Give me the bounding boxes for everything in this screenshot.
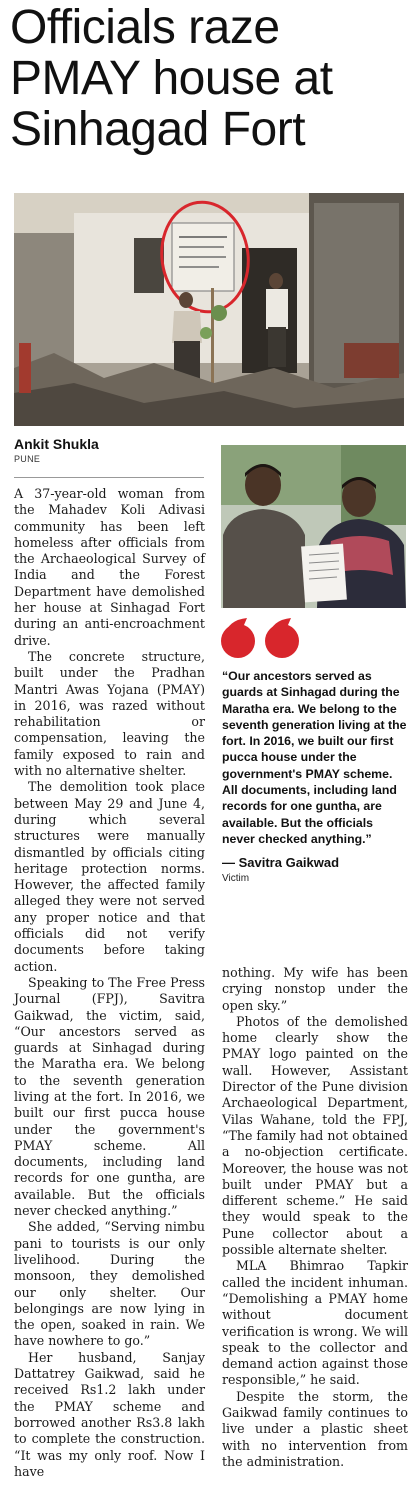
- article-paragraph: She added, “Serving nimbu pani to tourists is our only livelihood. During the monsoon, they demolished our only shelter. Our belongings are now lying in the open, soaked in rain. We have nowhere to go.”: [14, 1219, 205, 1349]
- quote-icon: [219, 616, 309, 660]
- byline: [14, 436, 204, 464]
- byline-divider: [14, 477, 204, 478]
- article-paragraph: Despite the storm, the Gaikwad family continues to live under a plastic sheet with no intervention from the administration.: [222, 1388, 408, 1469]
- article-paragraph: Her husband, Sanjay Dattatrey Gaikwad, said he received Rs1.2 lakh under the PMAY scheme and borrowed another Rs3.8 lakh to complete the construction. “It was my only roof. Now I have: [14, 1349, 205, 1479]
- dateline: PUNE: [14, 454, 41, 464]
- article-column-right: [222, 965, 408, 1470]
- article-paragraph: The demolition took place between May 29 and June 4, during which several structures were manually dismantled by officials citing heritage protection norms. However, the affected family alleged they were not served any proper notice and that officials did not verify documents before taking action.: [14, 779, 205, 974]
- family-photo: [221, 445, 406, 608]
- demolished-house-photo: [14, 193, 404, 426]
- article-paragraph: MLA Bhimrao Tapkir called the incident inhuman. “Demolishing a PMAY home without document verification is wrong. We will speak to the collector and demand action against those responsible,” he said.: [222, 1258, 408, 1388]
- headline: [10, 2, 410, 155]
- pull-quote-attribution: — Savitra Gaikwad: [222, 855, 340, 871]
- article-paragraph: The concrete structure, built under the Pradhan Mantri Awas Yojana (PMAY) in 2016, was razed without rehabilitation or compensation, leaving the family exposed to rain and with no alternative shelter.: [14, 648, 205, 779]
- headline-line: Sinhagad Fort: [10, 103, 306, 156]
- author-name: Ankit Shukla: [14, 436, 99, 452]
- article-paragraph: Speaking to The Free Press Journal (FPJ), Savitra Gaikwad, the victim, said, “Our ancestors served as guards at Sinhagad during the Maratha era. We belong to the seventh generation living at the fort. In 2016, we built our first pucca house under the government's PMAY scheme. All documents, including land records for one guntha, are available. But the officials never checked anything.”: [14, 974, 205, 1219]
- headline-line: PMAY house at: [10, 52, 333, 105]
- pull-quote-role: Victim: [222, 873, 250, 885]
- pull-quote: [222, 668, 408, 884]
- pull-quote-text: “Our ancestors served as guards at Sinhagad during the Maratha era. We belong to the seventh generation living at the fort. In 2016, we built our first pucca house under the government's PMAY scheme. All documents, including land records for one guntha, are available. But the officials never checked anything.”: [222, 669, 407, 846]
- article-column-left: [14, 486, 205, 1480]
- headline-line: Officials raze: [10, 1, 280, 54]
- article-paragraph: Photos of the demolished home clearly show the PMAY logo painted on the wall. However, Assistant Director of the Pune division Archaeological Department, Vilas Wahane, told the FPJ, “The family had not obtained a no-objection certificate. Moreover, the house was not built under PMAY but a different scheme.” He said they would speak to the Pune collector about a possible alternate shelter.: [222, 1013, 408, 1258]
- article-paragraph: A 37-year-old woman from the Mahadev Koli Adivasi community has been left homeless after officials from the Archaeological Survey of India and the Forest Department have demolished her house at Sinhagad Fort during an anti-encroachment drive.: [14, 486, 205, 648]
- article-paragraph: nothing. My wife has been crying nonstop under the open sky.”: [222, 965, 408, 1013]
